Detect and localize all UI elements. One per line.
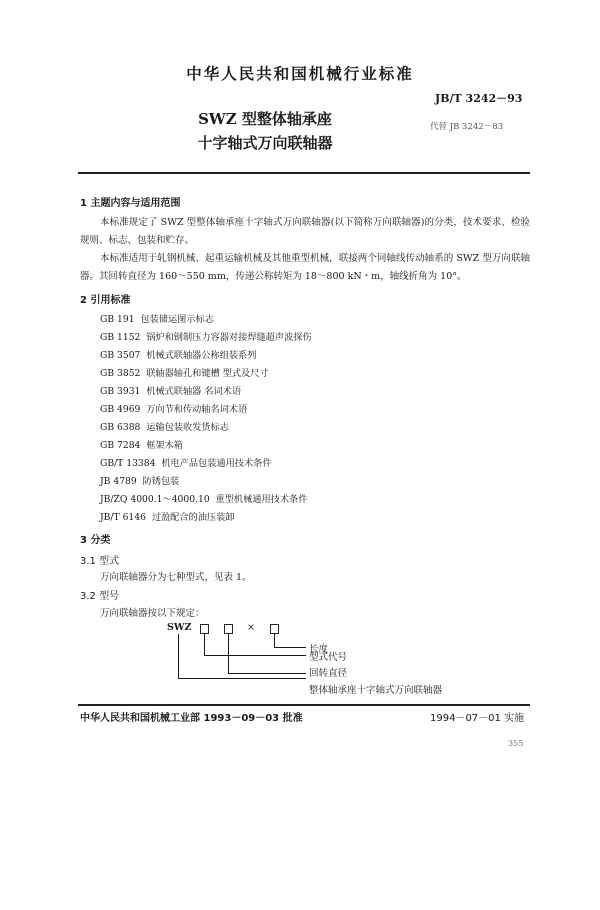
approval-text: 中华人民共和国机械工业部 1993－09－03 批准 <box>80 713 303 724</box>
header-divider <box>78 172 530 174</box>
reference-item: GB 4969 万向节和传动轴名词术语 <box>100 404 248 415</box>
times-sign: × <box>247 622 255 633</box>
reference-item: GB 191 包装储运图示标志 <box>100 314 214 325</box>
length-box <box>270 624 279 634</box>
section-3-2-text: 万向联轴器按以下规定： <box>100 608 205 619</box>
diameter-label: 回转直径 <box>309 668 348 679</box>
type-code-box <box>224 624 233 634</box>
diameter-leader-vertical <box>204 634 205 656</box>
reference-item: JB/T 6146 过盈配合的油压装卸 <box>100 512 235 523</box>
title-line-2: 十字轴式万向联轴器 <box>197 134 333 152</box>
reference-item: GB 6388 运输包装收发货标志 <box>100 422 229 433</box>
section-3-heading: 3 分类 <box>80 535 111 546</box>
section-3-1-heading: 3.1 型式 <box>80 556 120 567</box>
section-1-paragraph-2: 本标准适用于轧钢机械、起重运输机械及其他重型机械，联接两个同轴线传动轴系的 SWZ 型万向联轴器。其回转直径为 160～550 mm，传递公称转矩为 18～800 kN・m，轴线折角为 10°。 <box>80 253 530 282</box>
footer-divider <box>78 704 530 706</box>
model-prefix: SWZ <box>167 622 192 633</box>
reference-item: GB 7284 框架木箱 <box>100 440 183 451</box>
reference-item: GB 3507 机械式联轴器公称组装系列 <box>100 350 257 361</box>
section-3-1-text: 万向联轴器分为七种型式，见表 1。 <box>100 572 252 583</box>
reference-item: GB/T 13384 机电产品包装通用技术条件 <box>100 458 272 469</box>
reference-item: JB 4789 防锈包装 <box>100 476 180 487</box>
length-leader-horizontal <box>274 647 306 648</box>
full-name-label: 整体轴承座十字轴式万向联轴器 <box>309 685 443 696</box>
reference-item: GB 3852 联轴器轴孔和键槽 型式及尺寸 <box>100 368 269 379</box>
section-1-heading: 1 主题内容与适用范围 <box>80 198 181 209</box>
name-leader-vertical <box>178 634 179 679</box>
reference-item: GB 1152 锅炉和钢制压力容器对接焊缝超声波探伤 <box>100 332 312 343</box>
diameter-box <box>200 624 209 634</box>
section-1-paragraph-1: 本标准规定了 SWZ 型整体轴承座十字轴式万向联轴器(以下简称万向联轴器)的分类，技术要求、检验规则、标志、包装和贮存。 <box>80 217 530 246</box>
type-leader-horizontal <box>228 673 306 674</box>
replaces-note: 代替 JB 3242－83 <box>430 122 504 132</box>
page-number: 355 <box>508 739 524 748</box>
reference-item: JB/ZQ 4000.1～4000.10 重型机械通用技术条件 <box>100 494 308 505</box>
diameter-leader-horizontal <box>204 655 306 656</box>
section-3-2-heading: 3.2 型号 <box>80 591 120 602</box>
section-2-heading: 2 引用标准 <box>80 295 131 306</box>
length-label: 长度 <box>309 644 329 655</box>
implementation-text: 1994－07－01 实施 <box>430 713 525 724</box>
standard-title: 中华人民共和国机械行业标准 <box>186 65 414 83</box>
standard-number: JB/T 3242－93 <box>435 92 523 105</box>
type-code-label: 型式代号 <box>309 652 348 663</box>
reference-item: GB 3931 机械式联轴器 名词术语 <box>100 386 242 397</box>
length-leader-vertical <box>274 634 275 648</box>
type-leader-vertical <box>228 634 229 674</box>
title-line-1: SWZ 型整体轴承座 <box>198 110 332 128</box>
name-leader-horizontal <box>178 678 306 679</box>
